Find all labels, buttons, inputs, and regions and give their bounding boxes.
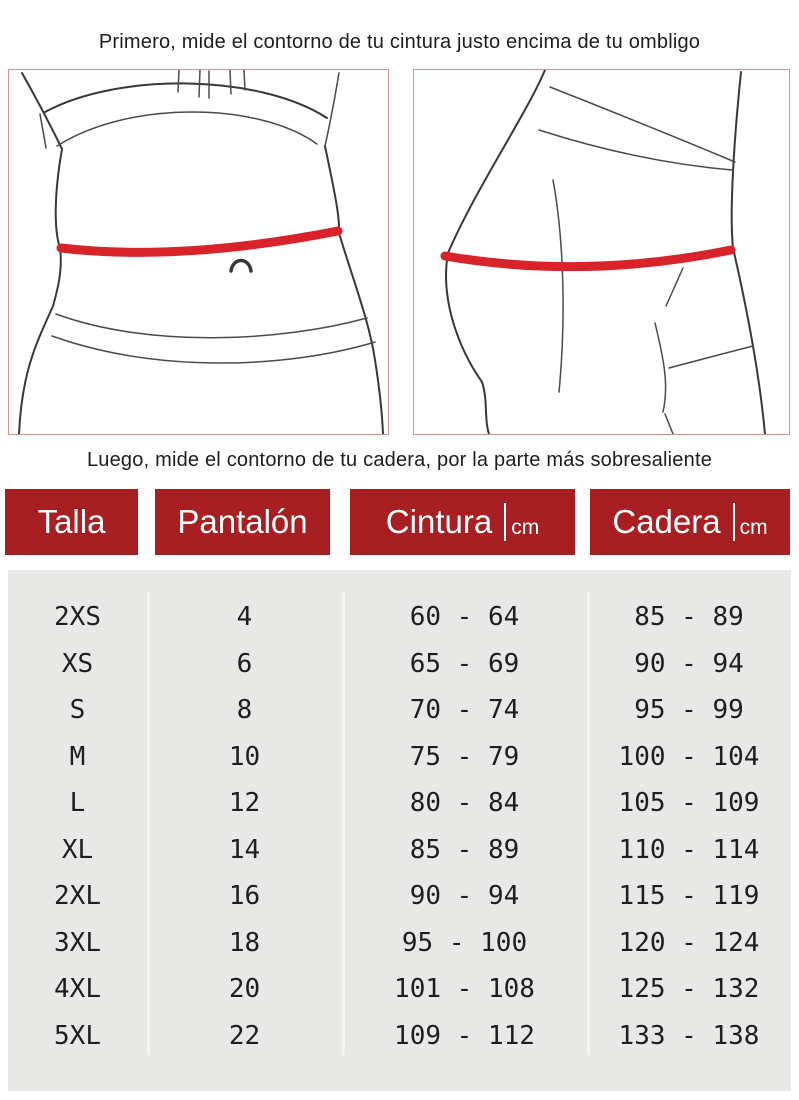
- column-divider: [587, 592, 590, 1055]
- table-row: [8, 827, 791, 874]
- table-row: [8, 920, 791, 967]
- hip-cell: 85 - 89: [634, 602, 744, 633]
- table-row: [8, 966, 791, 1013]
- column-divider: [342, 592, 345, 1055]
- hip-cell: 100 - 104: [618, 741, 760, 772]
- unit-divider-bar: [733, 503, 735, 541]
- pants-cell: 6: [236, 648, 253, 679]
- header-label: Talla: [37, 503, 106, 540]
- header-cell-cintura: [350, 489, 575, 555]
- waist-cell: 90 - 94: [409, 881, 520, 912]
- table-row: [8, 734, 791, 781]
- hip-cell: 95 - 99: [634, 695, 744, 726]
- waist-cell: 85 - 89: [409, 834, 520, 865]
- size-cell: M: [69, 741, 86, 772]
- unit-label: cm: [739, 516, 768, 539]
- size-table-body: [8, 570, 791, 1091]
- hip-instruction-text: Luego, mide el contorno de tu cadera, por la parte más sobresaliente: [86, 449, 713, 471]
- pants-cell: 14: [228, 834, 261, 865]
- figures-row: [8, 69, 799, 435]
- hip-cell: 110 - 114: [618, 834, 760, 865]
- waist-cell: 80 - 84: [409, 788, 520, 819]
- hip-cell: 90 - 94: [634, 648, 744, 679]
- table-row: [8, 594, 791, 641]
- header-label: Pantalón: [177, 503, 308, 540]
- pants-cell: 20: [228, 974, 261, 1005]
- header-label: Cintura: [385, 503, 493, 540]
- hip-cell: 120 - 124: [618, 927, 760, 958]
- header-cell-pantalon: [155, 489, 330, 555]
- hip-cell: 115 - 119: [618, 881, 760, 912]
- pants-cell: 4: [236, 602, 253, 633]
- table-row: [8, 1013, 791, 1060]
- size-cell: 2XS: [54, 602, 101, 633]
- hip-cell: 133 - 138: [618, 1020, 760, 1051]
- size-cell: XL: [61, 834, 94, 865]
- waist-instruction-text: Primero, mide el contorno de tu cintura justo encima de tu ombligo: [98, 31, 701, 53]
- header-label: Cadera: [612, 503, 721, 540]
- table-row: [8, 780, 791, 827]
- table-row: [8, 873, 791, 920]
- size-cell: 3XL: [54, 927, 101, 958]
- table-row: [8, 687, 791, 734]
- size-cell: 4XL: [54, 974, 101, 1005]
- header-cell-cadera: [590, 489, 790, 555]
- hip-figure-box: [413, 69, 790, 435]
- waist-cell: 101 - 108: [394, 974, 535, 1005]
- pants-cell: 16: [228, 881, 261, 912]
- hip-measurement-illustration: [414, 70, 789, 434]
- hip-cell: 125 - 132: [618, 974, 760, 1005]
- header-cell-talla: [5, 489, 138, 555]
- size-cell: 5XL: [54, 1020, 101, 1051]
- unit-divider-bar: [504, 503, 506, 541]
- waist-cell: 70 - 74: [409, 695, 520, 726]
- pants-cell: 10: [228, 741, 261, 772]
- waist-cell: 95 - 100: [401, 927, 528, 958]
- unit-label: cm: [511, 516, 540, 539]
- waist-figure-box: [8, 69, 389, 435]
- waist-measurement-illustration: [9, 70, 388, 434]
- size-cell: L: [69, 788, 86, 819]
- column-divider: [147, 592, 150, 1055]
- table-row: [8, 641, 791, 688]
- pants-cell: 18: [228, 927, 261, 958]
- size-cell: 2XL: [54, 881, 101, 912]
- size-table-header: [0, 489, 799, 555]
- waist-cell: 109 - 112: [394, 1020, 535, 1051]
- waist-cell: 65 - 69: [409, 648, 520, 679]
- waist-cell: 75 - 79: [409, 741, 520, 772]
- pants-cell: 22: [228, 1020, 261, 1051]
- waist-cell: 60 - 64: [409, 602, 520, 633]
- hip-cell: 105 - 109: [618, 788, 760, 819]
- size-cell: S: [69, 695, 86, 726]
- size-cell: XS: [61, 648, 94, 679]
- pants-cell: 8: [236, 695, 253, 726]
- pants-cell: 12: [228, 788, 261, 819]
